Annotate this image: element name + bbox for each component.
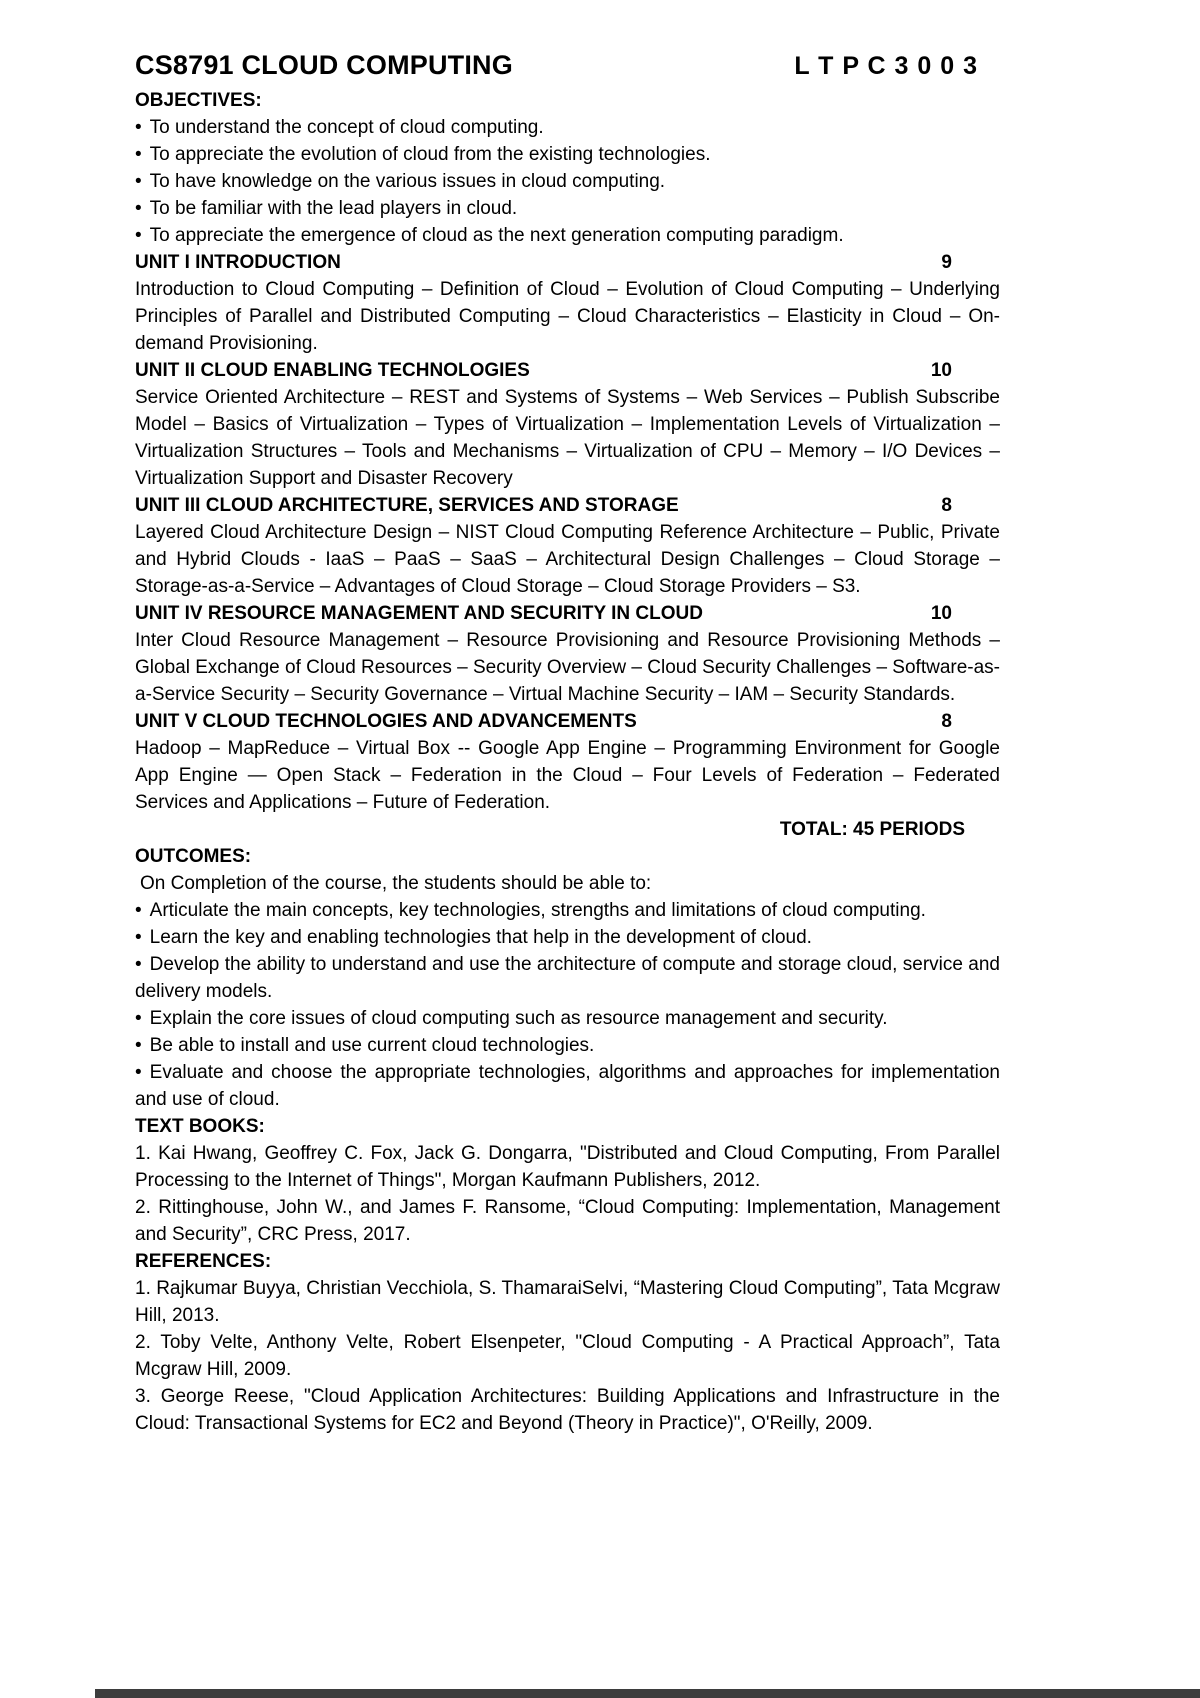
- textbook-item: 1. Kai Hwang, Geoffrey C. Fox, Jack G. Dongarra, "Distributed and Cloud Computing, From Parallel Processing to the Internet of Things", Morgan Kaufmann Publishers, 2012.: [135, 1143, 1000, 1191]
- total-periods: TOTAL: 45 PERIODS: [779, 819, 965, 840]
- outcome-item: • Be able to install and use current cloud technologies.: [135, 1032, 1000, 1059]
- outcome-item: • Evaluate and choose the appropriate technologies, algorithms and approaches for implementation and use of cloud.: [135, 1059, 1000, 1113]
- unit-section: [135, 600, 1000, 708]
- ltpc-credits: L T P C 3 0 0 3: [794, 52, 978, 80]
- unit-title: UNIT II CLOUD ENABLING TECHNOLOGIES: [135, 360, 530, 381]
- unit-heading: [135, 249, 1000, 276]
- unit-title: UNIT III CLOUD ARCHITECTURE, SERVICES AND STORAGE: [135, 495, 679, 516]
- doc-header: [135, 50, 1000, 81]
- unit-title: UNIT I INTRODUCTION: [135, 252, 341, 273]
- unit-description: Inter Cloud Resource Management – Resource Provisioning and Resource Provisioning Methods – Global Exchange of Cloud Resources – Security Overview – Cloud Security Challenges – Software-as-a-Service Security – Security Governance – Virtual Machine Security – IAM – Security Standards.: [135, 630, 1000, 705]
- unit-heading: [135, 357, 1000, 384]
- unit-heading: [135, 600, 1000, 627]
- references-heading: REFERENCES:: [135, 1251, 272, 1272]
- unit-hours: 9: [941, 252, 952, 273]
- reference-item: 1. Rajkumar Buyya, Christian Vecchiola, S. ThamaraiSelvi, “Mastering Cloud Computing”, Tata Mcgraw Hill, 2013.: [135, 1278, 1000, 1326]
- outcomes-intro: On Completion of the course, the students should be able to:: [140, 873, 652, 894]
- unit-title: UNIT V CLOUD TECHNOLOGIES AND ADVANCEMENTS: [135, 711, 637, 732]
- outcome-item: • Develop the ability to understand and use the architecture of compute and storage cloud, service and delivery models.: [135, 951, 1000, 1005]
- unit-hours: 10: [930, 360, 952, 381]
- unit-section: [135, 492, 1000, 600]
- unit-section: [135, 249, 1000, 357]
- objectives-heading: OBJECTIVES:: [135, 90, 262, 111]
- unit-hours: 10: [930, 603, 952, 624]
- objective-item: • To be familiar with the lead players in cloud.: [135, 195, 1000, 222]
- outcome-item: • Learn the key and enabling technologies that help in the development of cloud.: [135, 924, 1000, 951]
- unit-title: UNIT IV RESOURCE MANAGEMENT AND SECURITY IN CLOUD: [135, 603, 703, 624]
- unit-heading: [135, 492, 1000, 519]
- unit-description: Layered Cloud Architecture Design – NIST Cloud Computing Reference Architecture – Public, Private and Hybrid Clouds - IaaS – PaaS – SaaS – Architectural Design Challenges – Cloud Storage – Storage-as-a-Service – Advantages of Cloud Storage – Cloud Storage Providers – S3.: [135, 522, 1000, 597]
- unit-hours: 8: [941, 495, 952, 516]
- objective-item: • To appreciate the evolution of cloud from the existing technologies.: [135, 141, 1000, 168]
- reference-item: 2. Toby Velte, Anthony Velte, Robert Elsenpeter, "Cloud Computing - A Practical Approach”, Tata Mcgraw Hill, 2009.: [135, 1332, 1000, 1380]
- outcome-item: • Articulate the main concepts, key technologies, strengths and limitations of cloud computing.: [135, 897, 1000, 924]
- textbook-item: 2. Rittinghouse, John W., and James F. Ransome, “Cloud Computing: Implementation, Management and Security”, CRC Press, 2017.: [135, 1197, 1000, 1245]
- unit-description: Hadoop – MapReduce – Virtual Box -- Google App Engine – Programming Environment for Google App Engine — Open Stack – Federation in the Cloud – Four Levels of Federation – Federated Services and Applications – Future of Federation.: [135, 738, 1000, 813]
- unit-description: Introduction to Cloud Computing – Definition of Cloud – Evolution of Cloud Computing – Underlying Principles of Parallel and Distributed Computing – Cloud Characteristics – Elasticity in Cloud – On-demand Provisioning.: [135, 279, 1000, 354]
- unit-section: [135, 357, 1000, 492]
- objective-item: • To have knowledge on the various issues in cloud computing.: [135, 168, 1000, 195]
- unit-hours: 8: [941, 711, 952, 732]
- reference-item: 3. George Reese, "Cloud Application Architectures: Building Applications and Infrastructure in the Cloud: Transactional Systems for EC2 and Beyond (Theory in Practice)", O'Reilly, 2009.: [135, 1386, 1000, 1434]
- page-bottom-bar: [95, 1689, 1200, 1698]
- outcome-item: • Explain the core issues of cloud computing such as resource management and security.: [135, 1005, 1000, 1032]
- outcomes-heading: OUTCOMES:: [135, 846, 252, 867]
- textbooks-heading: TEXT BOOKS:: [135, 1116, 265, 1137]
- unit-section: [135, 708, 1000, 816]
- objective-item: • To appreciate the emergence of cloud as the next generation computing paradigm.: [135, 222, 1000, 249]
- unit-heading: [135, 708, 1000, 735]
- unit-description: Service Oriented Architecture – REST and Systems of Systems – Web Services – Publish Subscribe Model – Basics of Virtualization – Types of Virtualization – Implementation Levels of Virtualization – Virtualization Structures – Tools and Mechanisms – Virtualization of CPU – Memory – I/O Devices – Virtualization Support and Disaster Recovery: [135, 387, 1000, 489]
- course-title: CS8791 CLOUD COMPUTING: [135, 50, 513, 80]
- objective-item: • To understand the concept of cloud computing.: [135, 114, 1000, 141]
